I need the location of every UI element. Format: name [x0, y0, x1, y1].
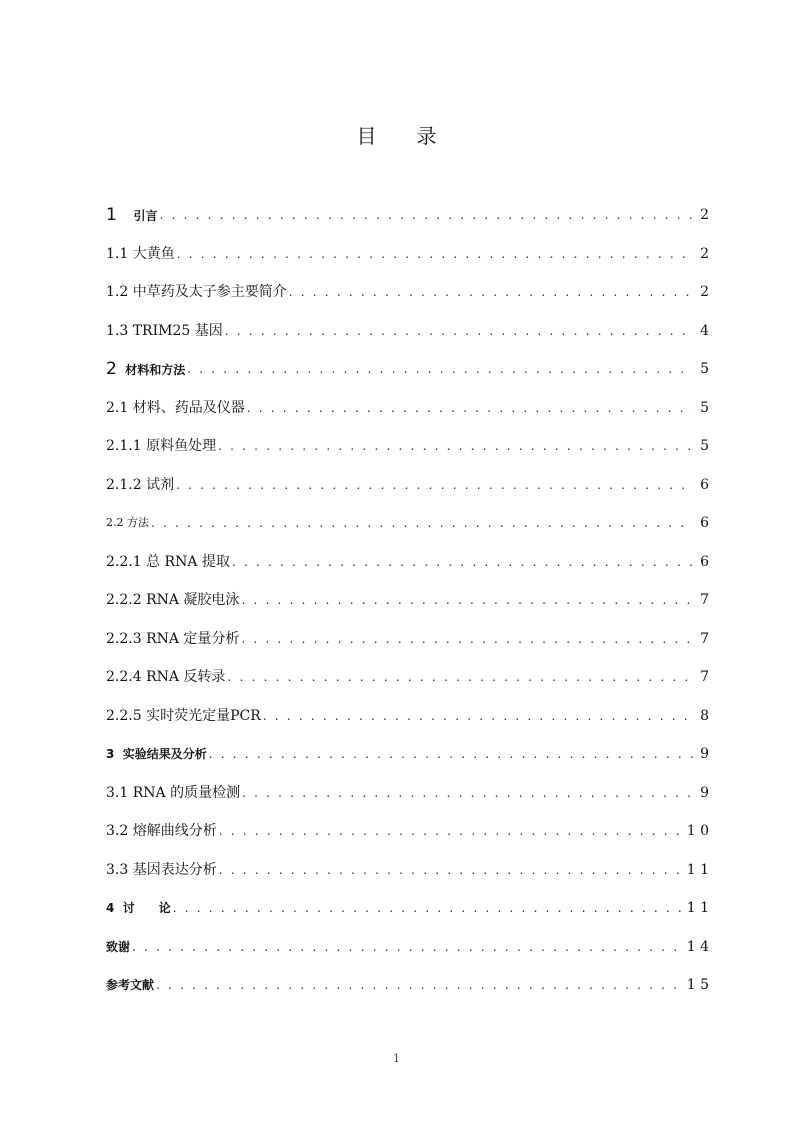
- footer-page-number: 1: [393, 1052, 400, 1065]
- toc-entry[interactable]: [106, 389, 709, 428]
- dot-leader: [187, 359, 693, 379]
- toc-entry-page: 7: [700, 630, 709, 647]
- toc-entry-page: 5: [700, 399, 709, 416]
- toc-entry-page: 6: [700, 476, 709, 493]
- dot-leader: [176, 475, 693, 495]
- dot-leader: [241, 629, 693, 649]
- toc-entry-label: [106, 359, 187, 380]
- toc-entry-page: 1 1: [686, 900, 709, 917]
- toc-entry-page: 5: [700, 438, 709, 455]
- toc-entry-text: 参考文献: [106, 978, 155, 993]
- toc-entry-page: 9: [700, 746, 709, 763]
- toc-entry-page: 9: [700, 784, 709, 801]
- toc-entry-text: 2.1 材料、药品及仪器: [106, 399, 245, 416]
- toc-entry[interactable]: [106, 851, 709, 890]
- toc-entry-page: 5: [700, 361, 709, 378]
- toc-entry-text: 1.3 TRIM25 基因: [106, 322, 223, 339]
- toc-entry-text: 3 实验结果及分析: [106, 747, 207, 762]
- toc-entry[interactable]: [106, 312, 709, 351]
- toc-entry[interactable]: [106, 697, 709, 736]
- toc-entry[interactable]: [106, 196, 709, 235]
- dot-leader: [242, 783, 693, 803]
- toc-entry-page: 8: [700, 707, 709, 724]
- toc-entry-text: 2.2.3 RNA 定量分析: [106, 630, 240, 647]
- toc-entry[interactable]: [106, 543, 709, 582]
- toc-entry-text: 2.1.1 原料鱼处理: [106, 438, 217, 455]
- toc-entry[interactable]: [106, 273, 709, 312]
- toc-entry-page: 1 5: [686, 977, 709, 994]
- toc-entry[interactable]: [106, 812, 709, 851]
- toc-entry-text: 4 讨 论: [106, 901, 171, 916]
- toc-entry[interactable]: [106, 774, 709, 813]
- dot-leader: [218, 436, 693, 456]
- toc-entry-page: 7: [700, 669, 709, 686]
- dot-leader: [225, 321, 693, 341]
- toc-entry-page: 2: [700, 245, 709, 262]
- toc-entry-page: 7: [700, 592, 709, 609]
- dot-leader: [247, 398, 693, 418]
- toc-entry[interactable]: [106, 350, 709, 389]
- dot-leader: [241, 590, 693, 610]
- toc-entry-page: 6: [700, 553, 709, 570]
- toc-entry-text: 1.1 大黄鱼: [106, 245, 175, 262]
- toc-entry-text: 致谢: [106, 939, 131, 954]
- toc-entry-page: 1 1: [686, 861, 709, 878]
- page-title: 目 录: [356, 124, 437, 148]
- toc-entry-page: 1 4: [686, 938, 709, 955]
- toc-entry[interactable]: [106, 620, 709, 659]
- toc-entry-text: 材料和方法: [125, 362, 186, 377]
- toc-entry[interactable]: [106, 889, 709, 928]
- toc-entry-text: 引言: [133, 208, 158, 223]
- toc-entry[interactable]: [106, 966, 709, 1005]
- dot-leader: [173, 898, 681, 918]
- dot-leader: [151, 513, 693, 533]
- dot-leader: [232, 552, 693, 572]
- toc-entry-page: 2: [700, 207, 709, 224]
- toc-entry-number: 2: [106, 358, 117, 379]
- toc-entry-text: 1.2 中草药及太子参主要简介: [106, 284, 287, 301]
- toc-entry-text: 3.2 熔解曲线分析: [106, 823, 217, 840]
- toc-entry-text: 2.1.2 试剂: [106, 476, 175, 493]
- toc-entry-text: 2.2.1 总 RNA 提取: [106, 553, 230, 570]
- toc-entry-text: 2.2.5 实时荧光定量PCR: [106, 707, 261, 724]
- toc-entry-text: 2.2.4 RNA 反转录: [106, 669, 226, 686]
- toc-entry[interactable]: [106, 928, 709, 967]
- toc-entry-page: 4: [700, 322, 709, 339]
- toc-entry-page: 1 0: [686, 823, 709, 840]
- toc-entry[interactable]: [106, 427, 709, 466]
- dot-leader: [156, 975, 681, 995]
- dot-leader: [132, 937, 681, 957]
- toc-entry-page: 6: [700, 515, 709, 532]
- toc-entry-page: 2: [700, 284, 709, 301]
- toc-entry[interactable]: [106, 504, 709, 543]
- dot-leader: [219, 821, 681, 841]
- toc-entry-text: 3.3 基因表达分析: [106, 861, 217, 878]
- dot-leader: [227, 667, 693, 687]
- table-of-contents: [106, 196, 709, 1005]
- toc-entry[interactable]: [106, 581, 709, 620]
- toc-entry-label: [106, 205, 160, 226]
- toc-entry-number: 1: [106, 204, 117, 225]
- toc-entry[interactable]: [106, 235, 709, 274]
- toc-entry[interactable]: [106, 658, 709, 697]
- dot-leader: [160, 205, 693, 225]
- toc-entry-text: 2.2 方法: [106, 516, 149, 530]
- toc-entry-text: 3.1 RNA 的质量检测: [106, 784, 241, 801]
- dot-leader: [177, 244, 693, 264]
- toc-entry-text: 2.2.2 RNA 凝胶电泳: [106, 592, 240, 609]
- dot-leader: [209, 744, 693, 764]
- dot-leader: [219, 860, 681, 880]
- toc-entry[interactable]: [106, 466, 709, 505]
- toc-entry[interactable]: [106, 735, 709, 774]
- dot-leader: [289, 282, 693, 302]
- dot-leader: [263, 706, 693, 726]
